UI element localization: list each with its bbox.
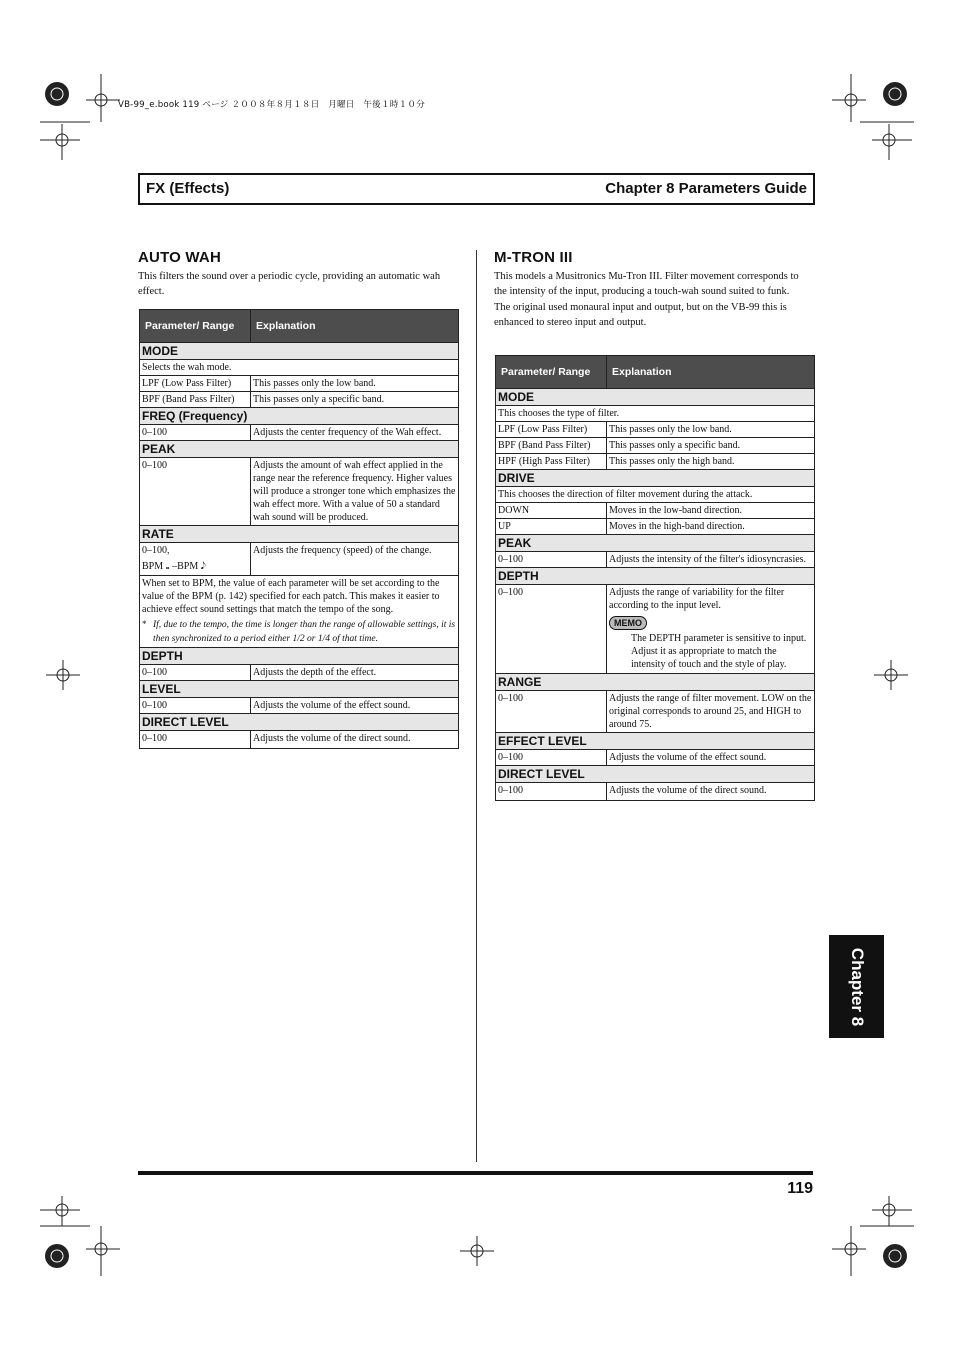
group-level: LEVEL xyxy=(140,681,459,698)
param-range: 0–100 xyxy=(496,750,607,766)
param-range xyxy=(140,543,251,576)
param-desc: Adjusts the range of filter movement. LOW on the original corresponds to around 25, and HIGH to around 75. xyxy=(607,691,815,733)
param-name: HPF (High Pass Filter) xyxy=(496,454,607,470)
param-desc: Adjusts the amount of wah effect applied in the range near the reference frequency. Higher values will produce a stronger tone which emphasizes the wah effect more. With a value of 50 a standard wah sound will be produced. xyxy=(251,458,459,526)
param-desc: Adjusts the depth of the effect. xyxy=(251,665,459,681)
memo-badge: MEMO xyxy=(609,616,647,630)
param-desc: This passes only the low band. xyxy=(251,376,459,392)
group-mode: MODE xyxy=(140,343,459,360)
param-desc: This passes only a specific band. xyxy=(251,392,459,408)
param-name: LPF (Low Pass Filter) xyxy=(496,422,607,438)
registration-mark-bottom-right xyxy=(820,1196,914,1286)
param-desc: Adjusts the intensity of the filter's idiosyncrasies. xyxy=(607,552,815,568)
param-name: DOWN xyxy=(496,503,607,519)
param-desc: This passes only the low band. xyxy=(607,422,815,438)
table-row: This chooses the direction of filter movement during the attack. xyxy=(496,487,815,503)
group-peak: PEAK xyxy=(496,535,815,552)
section-title-m-tron: M-TRON III xyxy=(494,249,573,266)
group-peak: PEAK xyxy=(140,441,459,458)
memo-text: The DEPTH parameter is sensitive to input. Adjust it as appropriate to match the intensity of touch and the style of play. xyxy=(631,633,807,670)
group-drive: DRIVE xyxy=(496,470,815,487)
group-effect-level: EFFECT LEVEL xyxy=(496,733,815,750)
chapter-tab xyxy=(829,935,884,1038)
rate-range-line2: BPM 𝅝 –BPM 𝅘𝅥𝅮 xyxy=(142,561,206,572)
param-name: UP xyxy=(496,519,607,535)
param-desc: Adjusts the volume of the effect sound. xyxy=(607,750,815,766)
param-desc: Adjusts the volume of the direct sound. xyxy=(607,783,815,801)
param-desc: Moves in the high-band direction. xyxy=(607,519,815,535)
registration-mark-mid-left xyxy=(46,660,80,690)
table-row: Selects the wah mode. xyxy=(140,360,459,376)
col-header-param: Parameter/ Range xyxy=(496,356,607,389)
m-tron-intro-p1: This models a Musitronics Mu-Tron III. Filter movement corresponds to the intensity of the input, producing a touch-wah sound suited to funk. xyxy=(494,271,799,297)
page-number: 119 xyxy=(787,1180,813,1197)
param-desc: This passes only a specific band. xyxy=(607,438,815,454)
param-desc: Adjusts the center frequency of the Wah effect. xyxy=(251,425,459,441)
registration-mark-bottom-center xyxy=(460,1236,494,1266)
group-rate: RATE xyxy=(140,526,459,543)
param-range: 0–100 xyxy=(496,585,607,674)
m-tron-intro xyxy=(494,269,814,330)
group-direct-level: DIRECT LEVEL xyxy=(496,766,815,783)
group-mode: MODE xyxy=(496,389,815,406)
m-tron-table xyxy=(495,355,815,801)
param-name: BPF (Band Pass Filter) xyxy=(496,438,607,454)
col-header-explanation: Explanation xyxy=(251,310,459,343)
header-left: FX (Effects) xyxy=(146,180,230,197)
param-desc: Adjusts the volume of the direct sound. xyxy=(251,731,459,749)
param-name: LPF (Low Pass Filter) xyxy=(140,376,251,392)
registration-mark-top-right xyxy=(820,74,914,164)
rate-range-line1: 0–100, xyxy=(142,545,170,556)
rate-footnote: If, due to the tempo, the time is longer than the range of allowable settings, it is then synchronized to a period either 1/2 or 1/4 of that time. xyxy=(153,620,456,644)
param-range: 0–100 xyxy=(140,425,251,441)
group-freq: FREQ (Frequency) xyxy=(140,408,459,425)
group-depth: DEPTH xyxy=(496,568,815,585)
chapter-tab-label: Chapter 8 xyxy=(847,947,867,1026)
group-range: RANGE xyxy=(496,674,815,691)
param-range: 0–100 xyxy=(140,458,251,526)
param-desc: Adjusts the volume of the effect sound. xyxy=(251,698,459,714)
memo-row xyxy=(609,616,812,630)
param-range: 0–100 xyxy=(496,552,607,568)
param-range: 0–100 xyxy=(496,783,607,801)
running-header xyxy=(138,173,815,205)
col-header-explanation: Explanation xyxy=(607,356,815,389)
registration-mark-mid-right xyxy=(874,660,908,690)
header-right: Chapter 8 Parameters Guide xyxy=(605,180,807,197)
param-desc xyxy=(607,585,815,674)
footnote-asterisk: * xyxy=(142,619,147,629)
print-header: VB-99_e.book 119 ページ ２００８年８月１８日 月曜日 午後１時１０分 xyxy=(118,100,425,110)
section-title-auto-wah: AUTO WAH xyxy=(138,249,221,266)
param-range: 0–100 xyxy=(140,731,251,749)
param-name: BPF (Band Pass Filter) xyxy=(140,392,251,408)
rate-note: When set to BPM, the value of each parameter will be set according to the value of the BPM (p. 142) specified for each patch. This makes it easier to achieve effect sound settings that match the tempo of the song. xyxy=(142,578,440,615)
param-desc: Moves in the low-band direction. xyxy=(607,503,815,519)
depth-desc: Adjusts the range of variability for the filter according to the input level. xyxy=(609,587,785,611)
param-range: 0–100 xyxy=(140,665,251,681)
registration-mark-top-left xyxy=(40,74,130,164)
param-desc: This passes only the high band. xyxy=(607,454,815,470)
param-range: 0–100 xyxy=(496,691,607,733)
group-depth: DEPTH xyxy=(140,648,459,665)
auto-wah-intro: This filters the sound over a periodic cycle, providing an automatic wah effect. xyxy=(138,271,441,297)
col-header-param: Parameter/ Range xyxy=(140,310,251,343)
param-range: 0–100 xyxy=(140,698,251,714)
auto-wah-table xyxy=(139,309,459,749)
param-desc: Adjusts the frequency (speed) of the change. xyxy=(251,543,459,576)
rate-footnote-row xyxy=(142,618,456,646)
rate-note-cell xyxy=(140,576,459,648)
column-divider xyxy=(476,250,477,1162)
table-row: This chooses the type of filter. xyxy=(496,406,815,422)
registration-mark-bottom-left xyxy=(40,1196,130,1286)
group-direct-level: DIRECT LEVEL xyxy=(140,714,459,731)
footer-rule xyxy=(138,1171,813,1175)
m-tron-intro-p2: The original used monaural input and output, but on the VB-99 this is enhanced to stereo input and output. xyxy=(494,302,787,328)
